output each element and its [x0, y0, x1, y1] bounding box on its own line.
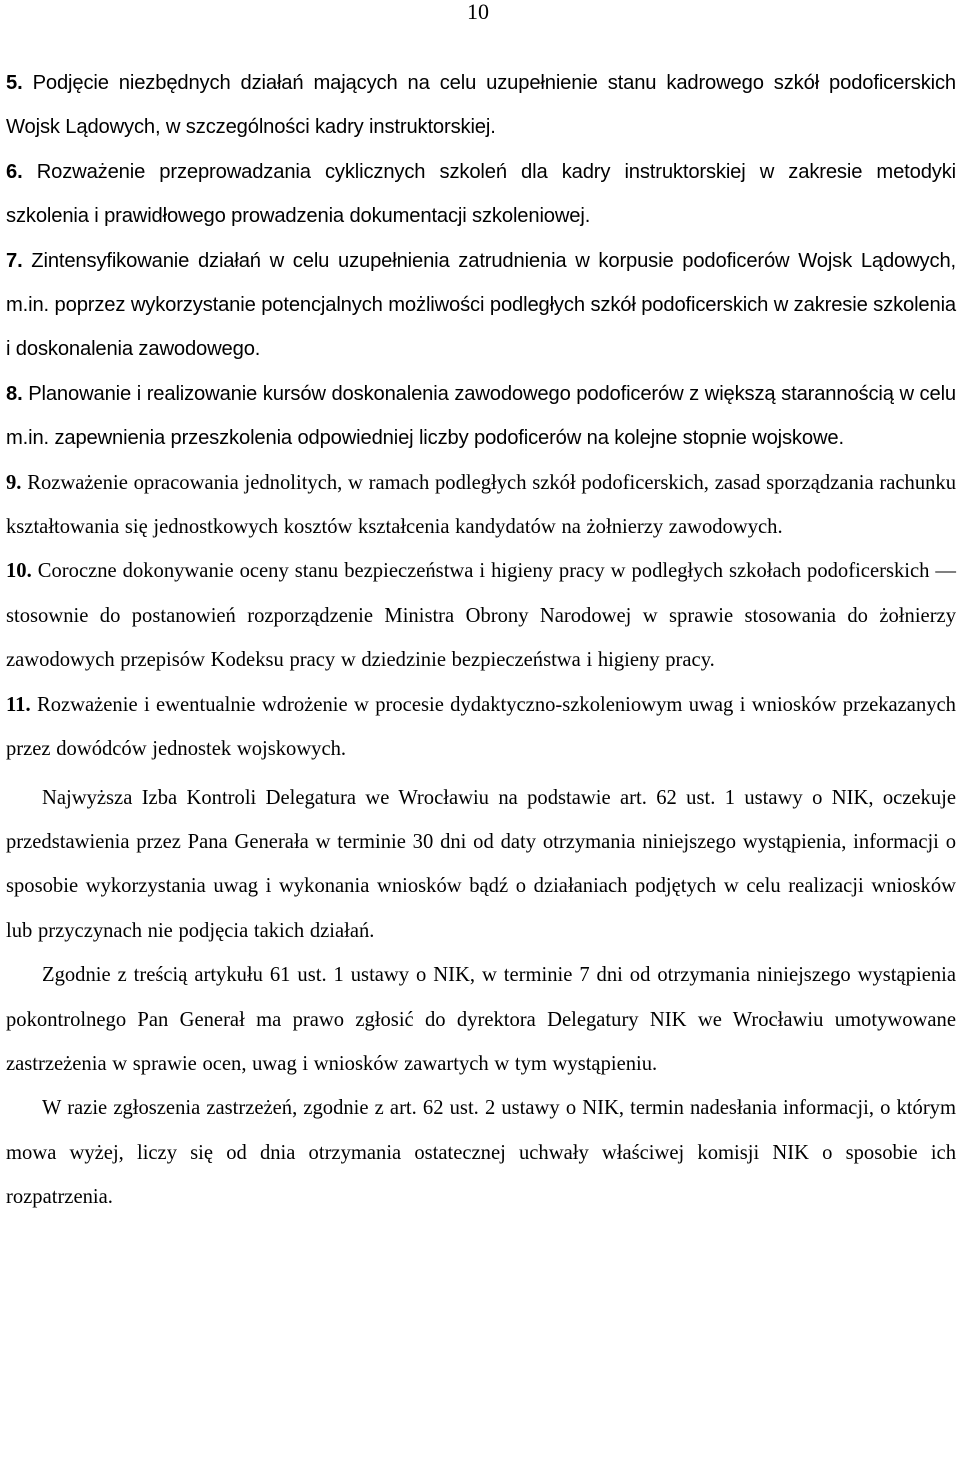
item-number: 7. — [6, 249, 23, 272]
item-number: 11. — [6, 693, 31, 716]
item-text: Rozważenie i ewentualnie wdrożenie w procesie dydaktyczno-szkoleniowym uwag i wniosków przekazanych przez dowódców jednostek wojskowych. — [6, 693, 956, 761]
item-text: Planowanie i realizowanie kursów doskonalenia zawodowego podoficerów z większą starannością w celu m.in. zapewnienia przeszkolenia odpowiedniej liczby podoficerów na kolejne stopnie wojskowe. — [6, 382, 956, 450]
recommendation-item-5 — [6, 61, 956, 150]
recommendation-item-7 — [6, 239, 956, 372]
item-text: Zintensyfikowanie działań w celu uzupełnienia zatrudnienia w korpusie podoficerów Wojsk Lądowych, m.in. poprzez wykorzystanie potencjalnych możliwości podległych szkół podoficerskich w zakresie szkolenia i doskonalenia zawodowego. — [6, 249, 956, 361]
item-text: Rozważenie przeprowadzania cyklicznych szkoleń dla kadry instruktorskiej w zakresie metodyki szkolenia i prawidłowego prowadzenia dokumentacji szkoleniowej. — [6, 160, 957, 228]
recommendation-item-11 — [6, 683, 956, 772]
item-number: 5. — [6, 72, 23, 94]
recommendation-item-9 — [6, 461, 956, 550]
page-number: 10 — [467, 0, 489, 24]
recommendation-item-8 — [6, 372, 956, 461]
item-text: Rozważenie opracowania jednolitych, w ramach podległych szkół podoficerskich, zasad sporządzania rachunku kształtowania się jednostkowych kosztów kształcenia kandydatów na żołnierzy zawodowych. — [6, 471, 957, 539]
item-text: Podjęcie niezbędnych działań mających na celu uzupełnienie stanu kadrowego szkół podoficerskich Wojsk Lądowych, w szczególności kadry instruktorskiej. — [6, 72, 956, 139]
paragraph-objection-right: Zgodnie z treścią artykułu 61 ust. 1 ustawy o NIK, w terminie 7 dni od otrzymania niniejszego wystąpienia pokontrolnego Pan Generał ma prawo zgłosić do dyrektora Delegatury NIK we Wrocławiu umotywowane zastrzeżenia w sprawie ocen, uwag i wniosków zawartych w tym wystąpieniu. — [6, 964, 956, 1075]
item-text: Coroczne dokonywanie oceny stanu bezpieczeństwa i higieny pracy w podległych szkołach podoficerskich — stosownie do postanowień rozporządzenie Ministra Obrony Narodowej w sprawie stosowania do żołnierzy zawodowych przepisów Kodeksu pracy w dziedzinie bezpieczeństwa i higieny pracy. — [6, 560, 956, 672]
recommendation-item-6 — [6, 150, 956, 239]
paragraph-objection-deadline: W razie zgłoszenia zastrzeżeń, zgodnie z art. 62 ust. 2 ustawy o NIK, termin nadesłania informacji, o którym mowa wyżej, liczy się od dnia otrzymania ostatecznej uchwały właściwej komisji NIK o sposobie ich rozpatrzenia. — [6, 1097, 956, 1209]
recommendation-item-10 — [6, 549, 956, 682]
item-number: 8. — [6, 382, 23, 405]
item-number: 10. — [6, 560, 32, 583]
item-number: 9. — [6, 471, 22, 494]
paragraph-nik-expectation: Najwyższa Izba Kontroli Delegatura we Wrocławiu na podstawie art. 62 ust. 1 ustawy o NIK, oczekuje przedstawienia przez Pana Generała w terminie 30 dni od daty otrzymania niniejszego wystąpienia, informacji o sposobie wykorzystania uwag i wykonania wniosków bądź o działaniach podjętych w celu realizacji wniosków lub przyczynach nie podjęcia takich działań. — [6, 786, 956, 942]
document-body — [6, 61, 956, 1220]
item-number: 6. — [6, 160, 23, 183]
